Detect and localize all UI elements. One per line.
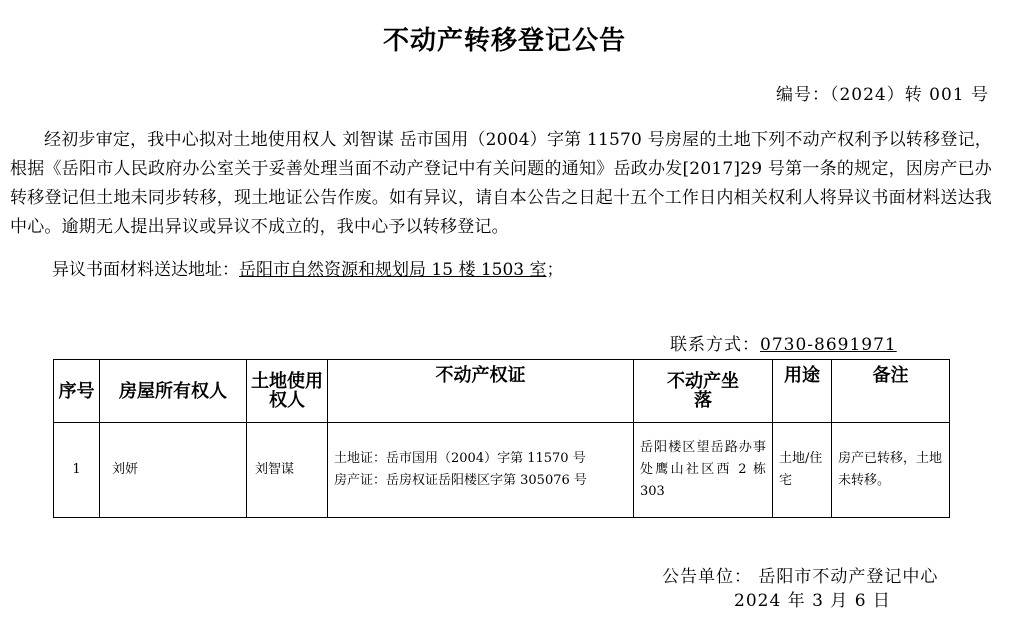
row-owner: 刘妍	[100, 423, 247, 518]
header-remarks: 备注	[832, 360, 950, 423]
row-land-user: 刘智谋	[247, 423, 328, 518]
contact-info	[670, 330, 897, 355]
row-index: 1	[54, 423, 100, 518]
address-label: 异议书面材料送达地址：	[52, 260, 239, 280]
document-title: 不动产转移登记公告	[382, 26, 626, 56]
header-usage: 用途	[773, 360, 832, 423]
issuing-unit: 公告单位： 岳阳市不动产登记中心	[662, 567, 939, 587]
address-suffix: ；	[546, 260, 564, 280]
row-usage: 土地/住宅	[773, 423, 832, 518]
objection-address	[52, 256, 564, 285]
table-row	[54, 423, 950, 518]
header-land-user: 土地使用权人	[247, 360, 328, 423]
house-certificate: 房产证：岳房权证岳阳楼区字第 305076 号	[334, 473, 587, 488]
row-certificate	[328, 423, 634, 518]
header-certificate: 不动产权证	[328, 360, 634, 423]
notice-body: 经初步审定，我中心拟对土地使用权人 刘智谋 岳市国用（2004）字第 11570 号房屋的土地下列不动产权利予以转移登记，根据《岳阳市人民政府办公室关于妥善处理当面不动产登记中有关问题的通知》岳政办发[2017]29 号第一条的规定，因房产已办转移登记但土地未同步转移，现土地证公告作废。如有异议，请自本公告之日起十五个工作日内相关权利人将异议书面材料送达我中心。逾期无人提出异议或异议不成立的，我中心予以转移登记。	[10, 130, 992, 237]
row-remarks: 房产已转移，土地未转移。	[832, 423, 950, 518]
issue-date: 2024 年 3 月 6 日	[734, 591, 891, 611]
contact-phone: 0730-8691971	[760, 335, 897, 355]
header-index: 序号	[54, 360, 100, 423]
header-owner: 房屋所有权人	[100, 360, 247, 423]
land-certificate: 土地证：岳市国用（2004）字第 11570 号	[334, 451, 586, 466]
address-value: 岳阳市自然资源和规划局 15 楼 1503 室	[239, 260, 547, 280]
row-location: 岳阳楼区望岳路办事处鹰山社区西 2 栋 303	[634, 423, 773, 518]
transfer-table	[53, 359, 950, 518]
table-header-row	[54, 360, 950, 423]
contact-label: 联系方式：	[670, 335, 760, 355]
document-number: 编号：（2024）转 001 号	[775, 85, 989, 105]
header-location: 不动产坐落	[634, 360, 773, 423]
